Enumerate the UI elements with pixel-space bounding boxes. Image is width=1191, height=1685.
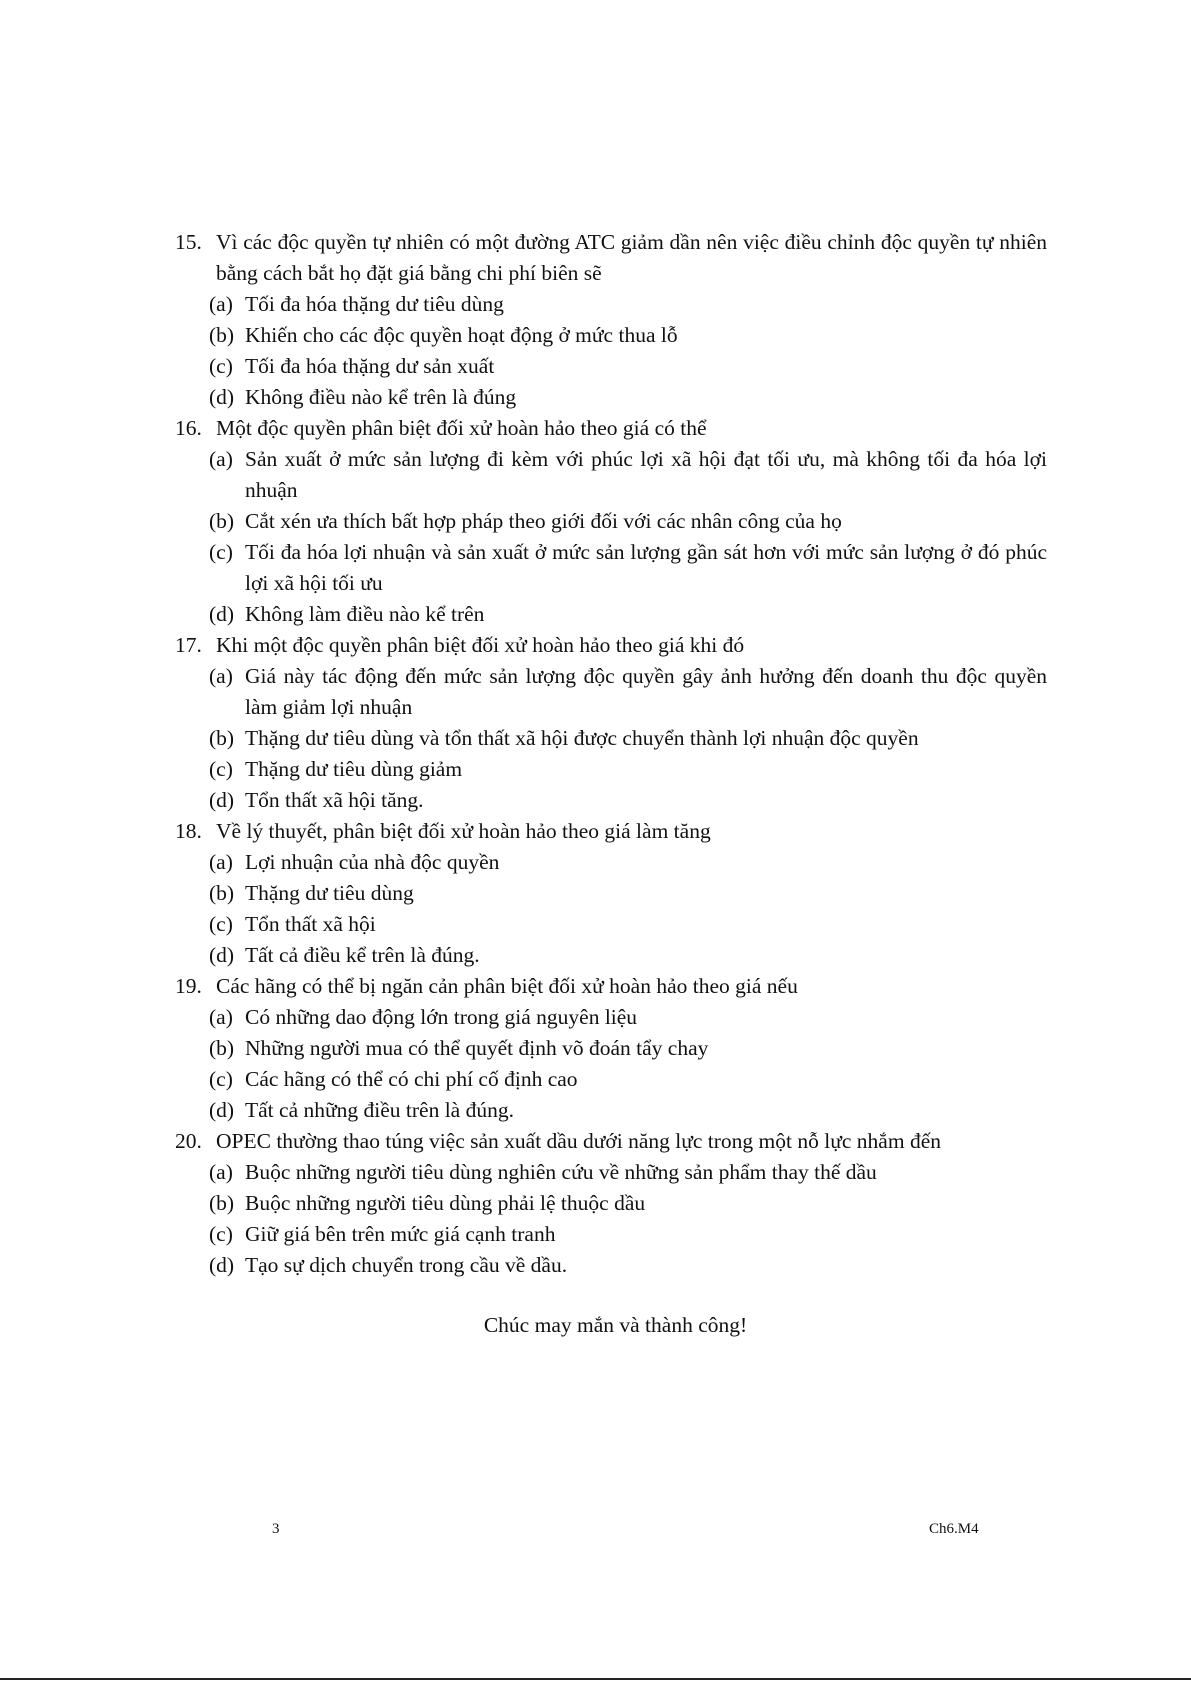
option-text: Tối đa hóa lợi nhuận và sản xuất ở mức sản lượng gần sát hơn với mức sản lượng ở đó phúc lợi xã hội tối ưu xyxy=(245,540,1047,595)
option-text: Buộc những người tiêu dùng phải lệ thuộc dầu xyxy=(245,1191,646,1215)
option-d xyxy=(175,599,1047,630)
option-text: Lợi nhuận của nhà độc quyền xyxy=(245,850,500,874)
closing-message: Chúc may mắn và thành công! xyxy=(483,1313,748,1337)
option-a xyxy=(175,289,1047,320)
option-c xyxy=(175,1064,1047,1095)
question-16 xyxy=(175,413,1047,630)
option-text: Cắt xén ưa thích bất hợp pháp theo giới đối với các nhân công của họ xyxy=(245,509,842,533)
option-text: Khiến cho các độc quyền hoạt động ở mức thua lỗ xyxy=(245,323,678,347)
option-text: Buộc những người tiêu dùng nghiên cứu về những sản phẩm thay thế dầu xyxy=(245,1160,877,1184)
footer-document-code: Ch6.M4 xyxy=(929,1521,979,1537)
question-18 xyxy=(175,816,1047,971)
question-number: 17. xyxy=(175,633,202,657)
option-label: (b) xyxy=(209,1036,235,1060)
option-a xyxy=(175,444,1047,506)
option-a xyxy=(175,847,1047,878)
option-list xyxy=(175,661,1047,816)
option-text: Tổn thất xã hội tăng. xyxy=(245,788,424,812)
option-label: (a) xyxy=(209,447,233,471)
question-number: 18. xyxy=(175,819,202,843)
option-text: Thặng dư tiêu dùng giảm xyxy=(245,757,463,781)
option-label: (d) xyxy=(209,943,235,967)
option-list xyxy=(175,1157,1047,1281)
question-number: 20. xyxy=(175,1129,202,1153)
option-text: Thặng dư tiêu dùng và tổn thất xã hội được chuyển thành lợi nhuận độc quyền xyxy=(245,726,919,750)
option-label: (a) xyxy=(209,292,233,316)
question-number: 15. xyxy=(175,230,202,254)
option-text: Có những dao động lớn trong giá nguyên liệu xyxy=(245,1005,638,1029)
question-list xyxy=(175,227,1047,1281)
option-label: (c) xyxy=(209,912,233,936)
option-label: (c) xyxy=(209,757,233,781)
question-text: OPEC thường thao túng việc sản xuất dầu dưới năng lực trong một nỗ lực nhắm đến xyxy=(216,1129,941,1153)
option-label: (c) xyxy=(209,1222,233,1246)
option-c xyxy=(175,1219,1047,1250)
option-label: (a) xyxy=(209,1160,233,1184)
option-label: (d) xyxy=(209,385,235,409)
question-stem xyxy=(175,1126,1047,1157)
option-text: Giá này tác động đến mức sản lượng độc quyền gây ảnh hưởng đến doanh thu độc quyền làm giảm lợi nhuận xyxy=(245,664,1047,719)
option-label: (a) xyxy=(209,1005,233,1029)
option-label: (c) xyxy=(209,540,233,564)
option-label: (b) xyxy=(209,881,235,905)
question-text: Các hãng có thể bị ngăn cản phân biệt đối xử hoàn hảo theo giá nếu xyxy=(216,974,798,998)
option-label: (b) xyxy=(209,726,235,750)
option-label: (c) xyxy=(209,354,233,378)
option-text: Không điều nào kể trên là đúng xyxy=(245,385,517,409)
option-text: Giữ giá bên trên mức giá cạnh tranh xyxy=(245,1222,556,1246)
option-a xyxy=(175,1157,1047,1188)
question-stem xyxy=(175,413,1047,444)
option-d xyxy=(175,1250,1047,1281)
option-c xyxy=(175,537,1047,599)
footer-page-number: 3 xyxy=(272,1521,280,1537)
question-text: Về lý thuyết, phân biệt đối xử hoàn hảo theo giá làm tăng xyxy=(216,819,711,843)
option-d xyxy=(175,382,1047,413)
question-19 xyxy=(175,971,1047,1126)
option-text: Sản xuất ở mức sản lượng đi kèm với phúc lợi xã hội đạt tối ưu, mà không tối đa hóa lợi nhuận xyxy=(245,447,1047,502)
question-stem xyxy=(175,227,1047,289)
question-text: Một độc quyền phân biệt đối xử hoàn hảo theo giá có thể xyxy=(216,416,707,440)
page-bottom-divider xyxy=(0,1678,1191,1680)
option-b xyxy=(175,878,1047,909)
option-a xyxy=(175,661,1047,723)
option-d xyxy=(175,940,1047,971)
option-label: (d) xyxy=(209,1098,235,1122)
option-text: Tổn thất xã hội xyxy=(245,912,376,936)
option-list xyxy=(175,847,1047,971)
question-stem xyxy=(175,630,1047,661)
option-text: Tối đa hóa thặng dư sản xuất xyxy=(245,354,495,378)
option-a xyxy=(175,1002,1047,1033)
question-stem xyxy=(175,816,1047,847)
question-number: 16. xyxy=(175,416,202,440)
option-d xyxy=(175,785,1047,816)
option-text: Các hãng có thể có chi phí cố định cao xyxy=(245,1067,578,1091)
option-label: (b) xyxy=(209,509,235,533)
option-b xyxy=(175,723,1047,754)
option-d xyxy=(175,1095,1047,1126)
question-20 xyxy=(175,1126,1047,1281)
option-text: Tất cả điều kể trên là đúng. xyxy=(245,943,480,967)
question-stem xyxy=(175,971,1047,1002)
option-text: Những người mua có thể quyết định võ đoán tẩy chay xyxy=(245,1036,709,1060)
question-number: 19. xyxy=(175,974,202,998)
option-c xyxy=(175,754,1047,785)
option-label: (d) xyxy=(209,788,235,812)
option-label: (a) xyxy=(209,664,233,688)
option-c xyxy=(175,909,1047,940)
question-text: Vì các độc quyền tự nhiên có một đường ATC giảm dần nên việc điều chỉnh độc quyền tự nhiên bằng cách bắt họ đặt giá bằng chi phí biên sẽ xyxy=(216,230,1047,285)
option-c xyxy=(175,351,1047,382)
option-label: (d) xyxy=(209,602,235,626)
option-list xyxy=(175,289,1047,413)
question-text: Khi một độc quyền phân biệt đối xử hoàn hảo theo giá khi đó xyxy=(216,633,745,657)
option-b xyxy=(175,320,1047,351)
option-b xyxy=(175,1188,1047,1219)
option-text: Không làm điều nào kể trên xyxy=(245,602,485,626)
option-text: Thặng dư tiêu dùng xyxy=(245,881,414,905)
option-list xyxy=(175,1002,1047,1126)
option-label: (a) xyxy=(209,850,233,874)
question-17 xyxy=(175,630,1047,816)
option-text: Tối đa hóa thặng dư tiêu dùng xyxy=(245,292,504,316)
option-text: Tạo sự dịch chuyển trong cầu về dầu. xyxy=(245,1253,568,1277)
option-label: (c) xyxy=(209,1067,233,1091)
option-b xyxy=(175,506,1047,537)
option-label: (b) xyxy=(209,323,235,347)
question-15 xyxy=(175,227,1047,413)
option-text: Tất cả những điều trên là đúng. xyxy=(245,1098,514,1122)
option-label: (d) xyxy=(209,1253,235,1277)
option-label: (b) xyxy=(209,1191,235,1215)
option-b xyxy=(175,1033,1047,1064)
option-list xyxy=(175,444,1047,630)
